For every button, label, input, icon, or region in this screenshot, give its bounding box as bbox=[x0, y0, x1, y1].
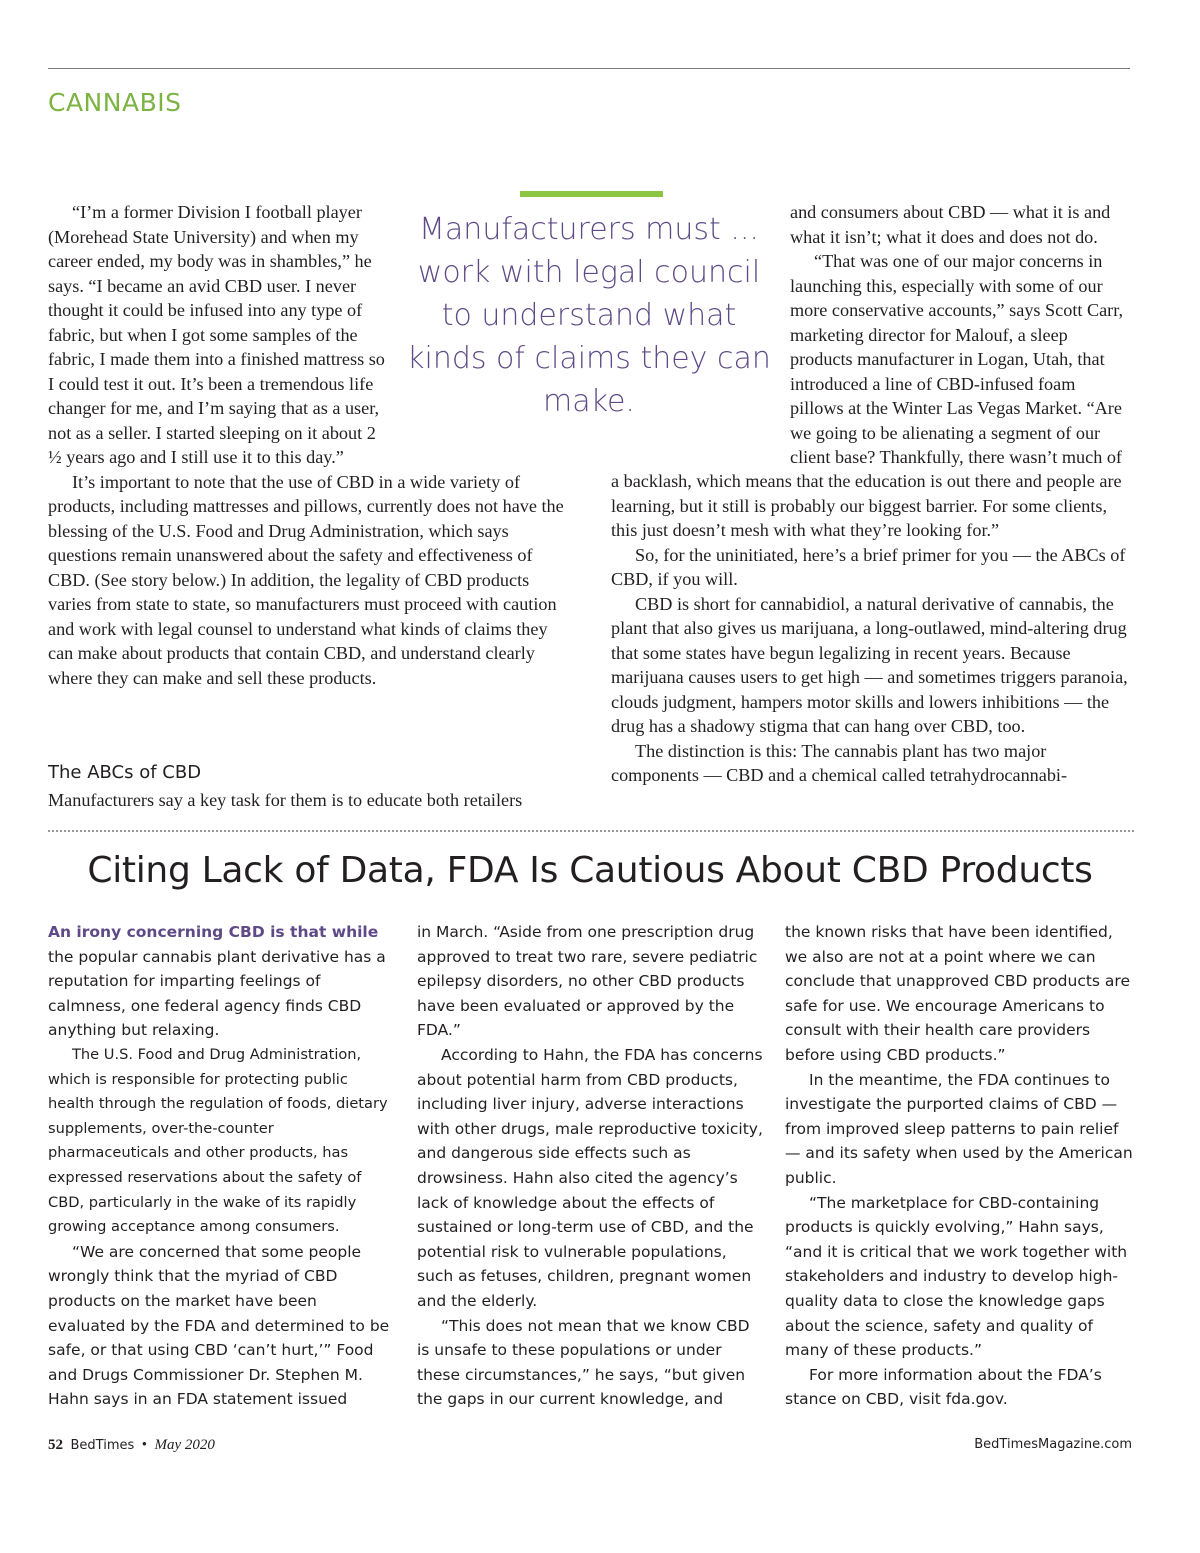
article-paragraph: Manufacturers say a key task for them is to educate both retailers bbox=[48, 790, 523, 810]
footer-separator: • bbox=[141, 1437, 148, 1453]
sidebar-lead-in: An irony concerning CBD is that while bbox=[48, 923, 379, 941]
top-rule bbox=[48, 68, 1130, 69]
article-column-right bbox=[611, 469, 1133, 788]
website-link[interactable]: BedTimesMagazine.com bbox=[974, 1437, 1132, 1452]
sidebar-paragraph bbox=[48, 920, 396, 1043]
article-paragraph: CBD is short for cannabidiol, a natural derivative of cannabis, the plant that also gives us marijuana, a long-outlawed, mind-altering drug that some states have begun legalizing in recent years. Because marijuana causes users to get high — and sometimes triggers paranoia, clouds judgment, hampers motor skills and lowers inhibitions — the drug has a shadowy stigma that can hang over CBD, too. bbox=[611, 593, 1128, 736]
sidebar-lead-rest: the popular cannabis plant derivative has a reputation for imparting feelings of calmness, one federal agency finds CBD anything but relaxing. bbox=[48, 947, 386, 1040]
sidebar-column-3 bbox=[785, 920, 1133, 1412]
sidebar-column-1 bbox=[48, 920, 396, 1412]
article-paragraph: So, for the uninitiated, here’s a brief primer for you — the ABCs of CBD, if you will. bbox=[611, 544, 1126, 589]
sidebar-paragraph: For more information about the FDA’s stance on CBD, visit fda.gov. bbox=[785, 1365, 1102, 1409]
sidebar-paragraph: “We are concerned that some people wrongly think that the myriad of CBD products on the market have been evaluated by the FDA and determined to be safe, or that using CBD ‘can’t hurt,’” Food and Drugs Commissioner Dr. Stephen M. Hahn says in an FDA statement issued bbox=[48, 1242, 390, 1409]
sidebar-paragraph: in March. “Aside from one prescription drug approved to treat two rare, severe pediatric epilepsy disorders, no other CBD products have been evaluated or approved by the FDA.” bbox=[417, 923, 758, 1040]
sidebar-paragraph: the known risks that have been identified, we also are not at a point where we can conclude that unapproved CBD products are safe for use. We encourage Americans to consult with their health care providers before using CBD products.” bbox=[785, 923, 1131, 1064]
article-paragraph: “I’m a former Division I football player (Morehead State University) and when my career ended, my body was in shambles,” he says. “I became an avid CBD user. I never thought it could be infused into any type of fabric, but when I got some samples of the fabric, I made them into a finished mattress so I could test it out. It’s been a tremendous life changer for me, and I’m saying that as a user, not as a seller. I started sleeping on it about 2 ½ years ago and I still use it to this day.” bbox=[48, 202, 385, 467]
article-paragraph: “That was one of our major concerns in launching this, especially with some of our more conservative accounts,” says Scott Carr, marketing director for Malouf, a sleep products manufacturer in Logan, Utah, that introduced a line of CBD-infused foam pillows at the Winter Las Vegas Market. “Are we going to be alienating a segment of our client base? Thankfully, there wasn’t much of bbox=[790, 251, 1124, 467]
sidebar-paragraph: According to Hahn, the FDA has concerns about potential harm from CBD products, including liver injury, adverse interactions with other drugs, male reproductive toxicity, and dangerous side effects such as drowsiness. Hahn also cited the agency’s lack of knowledge about the effects of sustained or long-term use of CBD, and the potential risk to vulnerable populations, such as fetuses, children, pregnant women and the elderly. bbox=[417, 1045, 763, 1310]
subhead: The ABCs of CBD bbox=[48, 762, 202, 783]
pull-quote-accent-bar bbox=[520, 191, 663, 197]
section-label: CANNABIS bbox=[48, 88, 182, 117]
pull-quote: Manufacturers must ... work with legal council to understand what kinds of claims they can make. bbox=[407, 212, 771, 419]
article-paragraph: It’s important to note that the use of CBD in a wide variety of products, including mattresses and pillows, currently does not have the blessing of the U.S. Food and Drug Administration, which says questions remain unanswered about the safety and effectiveness of CBD. (See story below.) In addition, the legality of CBD products varies from state to state, so manufacturers must proceed with caution and work with legal counsel to understand what kinds of claims they can make about products that contain CBD, and understand clearly where they can make and sell these products. bbox=[48, 471, 564, 688]
page-footer bbox=[48, 1437, 215, 1454]
dotted-divider bbox=[48, 830, 1134, 832]
sidebar-paragraph: The U.S. Food and Drug Administration, which is responsible for protecting public health through the regulation of foods, dietary supplements, over-the-counter pharmaceuticals and other products, has expressed reservations about the safety of CBD, particularly in the wake of its rapidly growing acceptance among consumers. bbox=[48, 1045, 388, 1236]
page-number: 52 bbox=[48, 1437, 63, 1453]
article-column-right-top bbox=[790, 200, 1132, 470]
issue-date: May 2020 bbox=[154, 1437, 215, 1453]
sidebar-paragraph: “The marketplace for CBD-containing products is quickly evolving,” Hahn says, “and it is critical that we work together with stakeholders and industry to develop high-quality data to close the knowledge gaps about the science, safety and quality of many of these products.” bbox=[785, 1193, 1128, 1360]
sidebar-paragraph: “This does not mean that we know CBD is unsafe to these populations or under these circumstances,” he says, “but given the gaps in our current knowledge, and bbox=[417, 1316, 750, 1409]
sidebar-headline: Citing Lack of Data, FDA Is Cautious About CBD Products bbox=[87, 850, 1093, 891]
article-paragraph: a backlash, which means that the education is out there and people are learning, but it still is probably our biggest barrier. For some clients, this just doesn’t mesh with what they’re looking for.” bbox=[611, 471, 1122, 540]
article-paragraph: The distinction is this: The cannabis plant has two major components — CBD and a chemical called tetrahydrocannabi- bbox=[611, 740, 1068, 785]
sidebar-paragraph: In the meantime, the FDA continues to investigate the purported claims of CBD — from improved sleep patterns to pain relief — and its safety when used by the American public. bbox=[785, 1070, 1133, 1187]
magazine-name: BedTimes bbox=[70, 1438, 135, 1453]
article-paragraph: and consumers about CBD — what it is and what it isn’t; what it does and does not do. bbox=[790, 202, 1111, 247]
sidebar-column-2 bbox=[417, 920, 765, 1412]
